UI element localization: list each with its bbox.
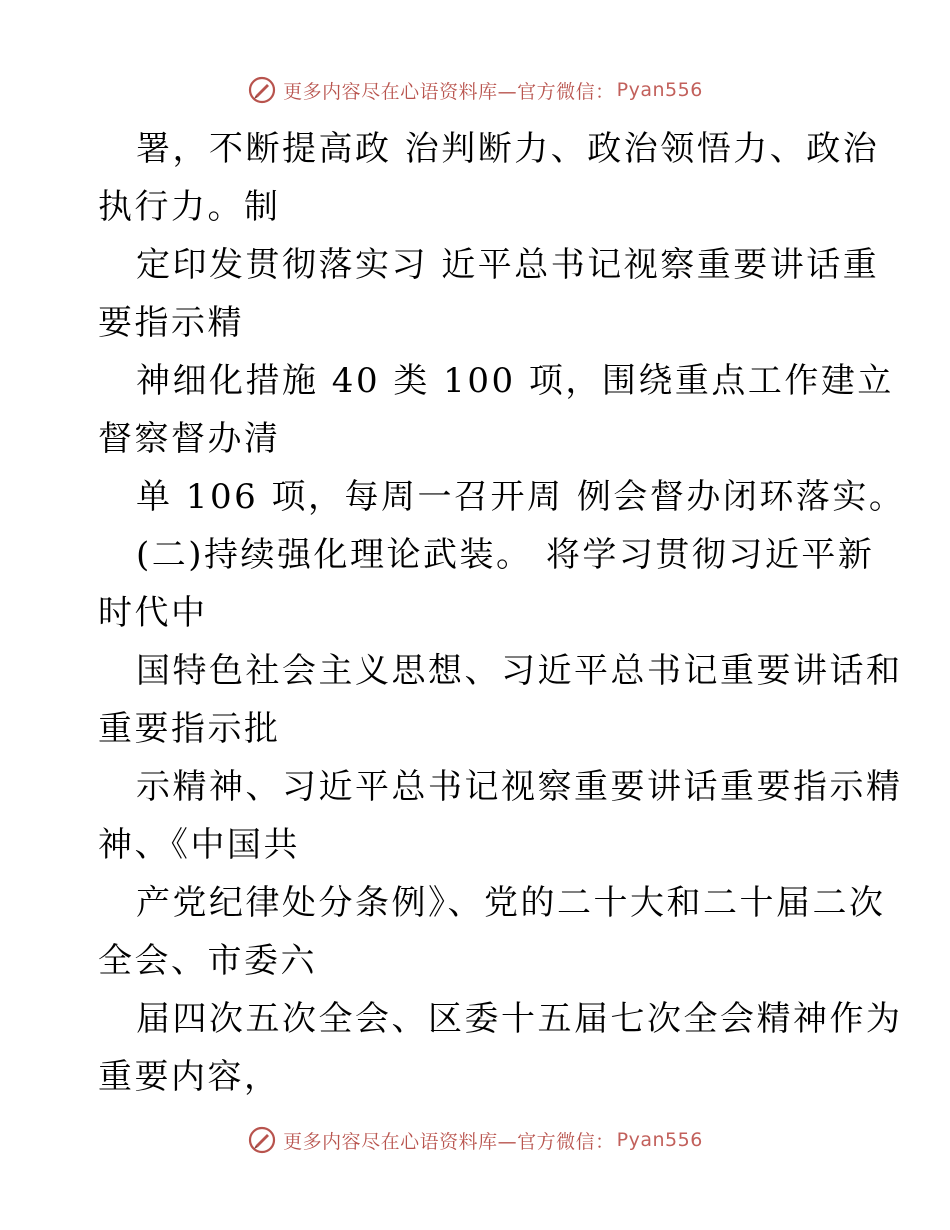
quill-pen-logo-icon [247, 1125, 277, 1155]
text-line: 届四次五次全会、区委十五届七次全会精神作为 [136, 999, 903, 1039]
text-line: 重要内容， [98, 1057, 281, 1097]
text-line: 督察督办清 [98, 419, 281, 459]
watermark-text: 更多内容尽在心语资料库—官方微信： [283, 80, 615, 103]
text-line: 产党纪律处分条例》、党的二十大和二十届二次 [136, 883, 886, 923]
text-line: 定印发贯彻落实习 近平总书记视察重要讲话重 [136, 245, 880, 285]
text-line: 国特色社会主义思想、习近平总书记重要讲话和 [136, 651, 903, 691]
text-line: 单 106 项，每周一召开周 例会督办闭环落实。 [136, 477, 906, 517]
text-line: 全会、市委六 [98, 941, 317, 981]
watermark-text: 更多内容尽在心语资料库—官方微信： [283, 1130, 615, 1153]
text-line: 神、《中国共 [98, 825, 300, 865]
text-line: (二)持续强化理论武装。 将学习贯彻习近平新 [136, 535, 875, 575]
quill-pen-logo-icon [247, 75, 277, 105]
text-line: 时代中 [98, 593, 208, 633]
text-line: 神细化措施 40 类 100 项，围绕重点工作建立 [136, 361, 894, 401]
text-line: 示精神、习近平总书记视察重要讲话重要指示精 [136, 767, 903, 807]
header-watermark [0, 70, 950, 110]
text-line: 重要指示批 [98, 709, 281, 749]
text-line: 署，不断提高政 治判断力、政治领悟力、政治 [136, 129, 880, 169]
watermark-wechat-id: Pyan556 [616, 79, 703, 101]
text-line: 要指示精 [98, 303, 244, 343]
watermark-wechat-id: Pyan556 [616, 1129, 703, 1151]
text-line: 执行力。制 [98, 187, 281, 227]
footer-watermark [0, 1120, 950, 1160]
